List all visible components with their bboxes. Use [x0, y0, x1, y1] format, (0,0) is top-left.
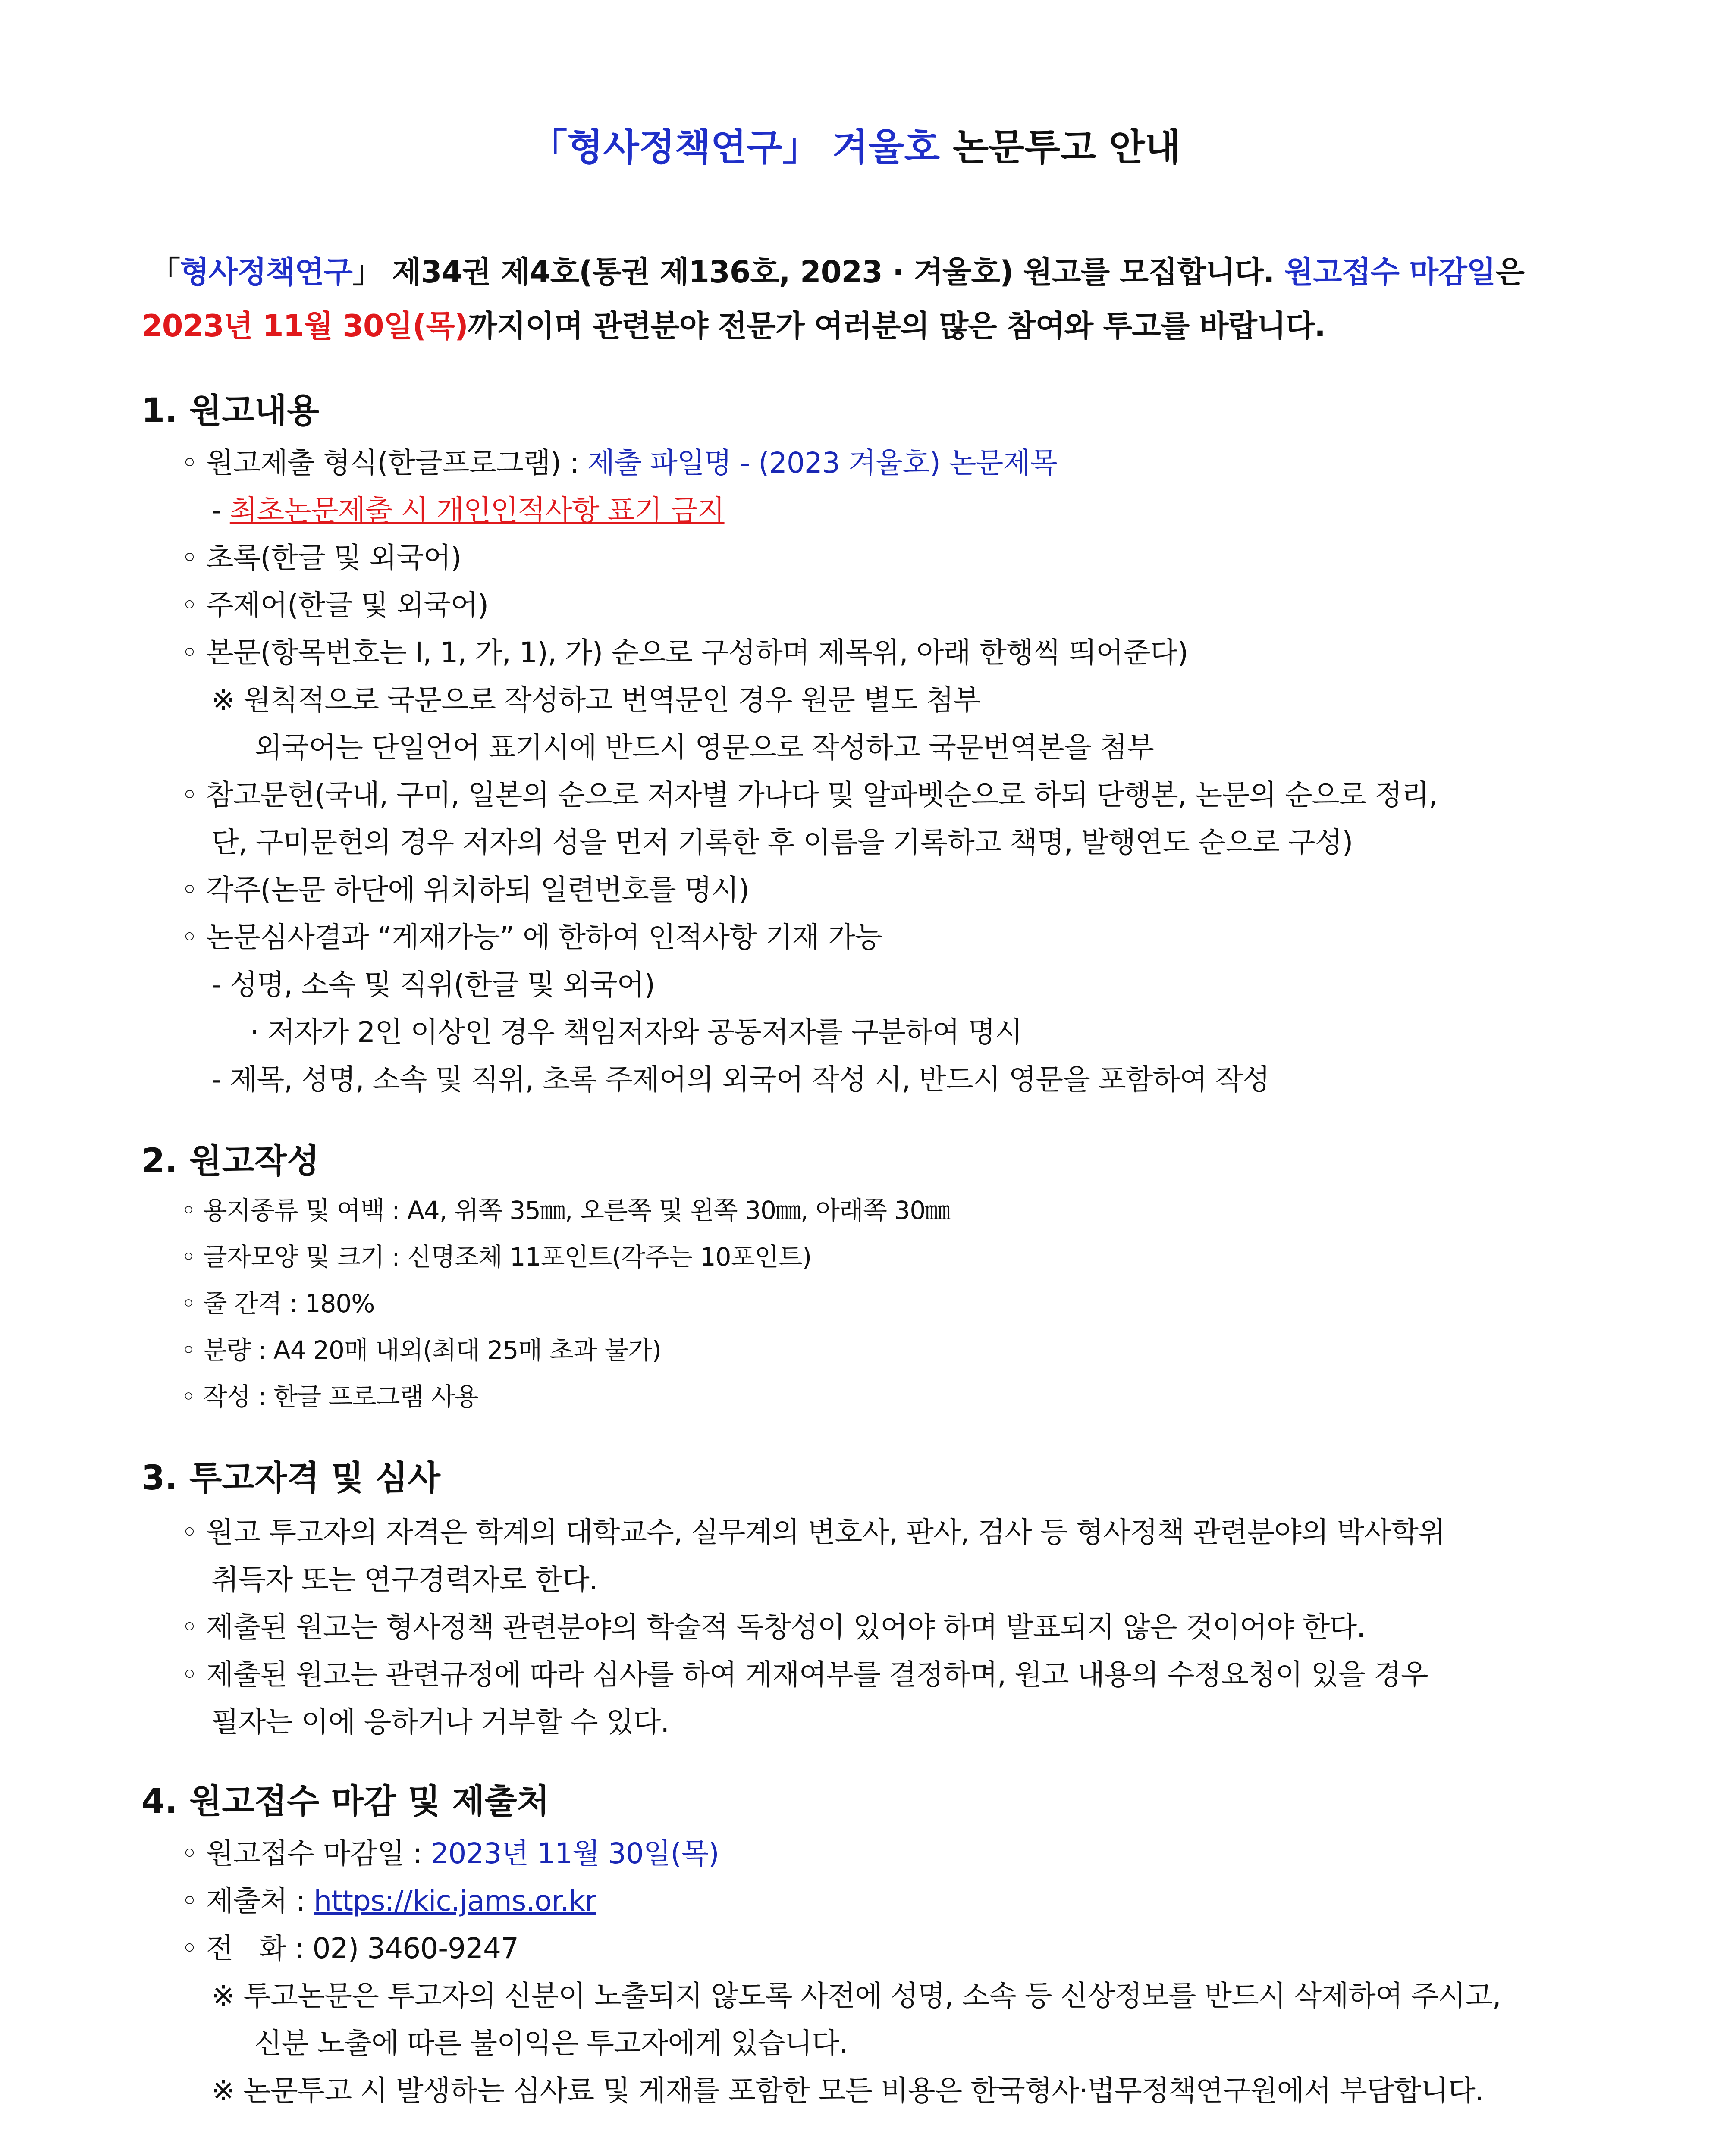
sec2-program: ◦ 작성 : 한글 프로그램 사용 [181, 1382, 479, 1411]
sec1-dash: - [211, 494, 230, 527]
sec1-format-label: ◦ 원고제출 형식(한글프로그램) : [181, 446, 587, 479]
title-rest: 논문투고 안내 [940, 126, 1181, 169]
sec2-paper-margins: ◦ 용지종류 및 여백 : A4, 위쪽 35㎜, 오른쪽 및 왼쪽 30㎜, 아래쪽 30㎜ [181, 1196, 950, 1225]
sec1-foreign-note: - 제목, 성명, 소속 및 직위, 초록 주제어의 외국어 작성 시, 반드시 영문을 포함하여 작성 [211, 1063, 1270, 1096]
sec1-name-affiliation: - 성명, 소속 및 직위(한글 및 외국어) [211, 968, 655, 1001]
sec4-deadline [181, 1830, 719, 1871]
sec1-body: ◦ 본문(항목번호는 Ⅰ, 1, 가, 1), 가) 순으로 구성하며 제목위, 아래 한행씩 띄어준다) [181, 636, 1188, 669]
sec1-format [181, 440, 1057, 481]
sec3-review-process-cont: 필자는 이에 응하거나 거부할 수 있다. [211, 1705, 669, 1739]
sec2-font: ◦ 글자모양 및 크기 : 신명조체 11포인트(각주는 10포인트) [181, 1242, 812, 1272]
sec1-note-1: ※ 원칙적으로 국문으로 작성하고 번역문인 경우 원문 별도 첨부 [211, 683, 981, 717]
sec1-abstract: ◦ 초록(한글 및 외국어) [181, 541, 461, 574]
section-4-heading: 4. 원고접수 마감 및 제출처 [141, 1782, 550, 1821]
sec1-warning-text: 최초논문제출 시 개인인적사항 표기 금지 [229, 494, 725, 527]
sec1-review-result: ◦ 논문심사결과 “게재가능” 에 한하여 인적사항 기재 가능 [181, 921, 882, 954]
sec1-keywords: ◦ 주제어(한글 및 외국어) [181, 589, 489, 622]
sec4-cost-note: ※ 논문투고 시 발생하는 심사료 및 게재를 포함한 모든 비용은 한국형사·법무정책연구원에서 부담합니다. [211, 2074, 1484, 2107]
title-journal: 「형사정책연구」 겨울호 [530, 126, 940, 169]
sec1-note-2: 외국어는 단일언어 표기시에 반드시 영문으로 작성하고 국문번역본을 첨부 [254, 731, 1154, 764]
intro-journal-name: 형사정책연구 [180, 254, 352, 290]
sec3-originality: ◦ 제출된 원고는 형사정책 관련분야의 학술적 독창성이 있어야 하며 발표되지 않은 것이어야 한다. [181, 1611, 1366, 1644]
sec2-length: ◦ 분량 : A4 20매 내외(최대 25매 초과 불가) [181, 1335, 662, 1365]
intro-line-1 [150, 248, 1524, 291]
sec1-references: ◦ 참고문헌(국내, 구미, 일본의 순으로 저자별 가나다 및 알파벳순으로 하되 단행본, 논문의 순으로 정리, [181, 778, 1438, 812]
sec4-submission-label: ◦ 제출처 : [181, 1884, 314, 1918]
page-title [0, 117, 1711, 171]
intro-line-2 [141, 302, 1325, 345]
sec1-filename-rule: 제출 파일명 - (2023 겨울호) 논문제목 [587, 446, 1057, 479]
sec4-deadline-label: ◦ 원고접수 마감일 : [181, 1837, 431, 1870]
sec4-deadline-date: 2023년 11월 30일(목) [430, 1837, 719, 1870]
intro-deadline-date: 2023년 11월 30일(목) [141, 308, 468, 344]
sec2-line-spacing: ◦ 줄 간격 : 180% [181, 1289, 375, 1318]
sec3-eligibility-cont: 취득자 또는 연구경력자로 한다. [211, 1563, 598, 1596]
sec4-submission [181, 1878, 596, 1919]
section-3-heading: 3. 투고자격 및 심사 [141, 1459, 440, 1498]
sec1-warning [211, 487, 725, 528]
intro-text-2: 까지이며 관련분야 전문가 여러분의 많은 참여와 투고를 바랍니다. [468, 308, 1325, 344]
intro-bracket-open: 「 [150, 254, 180, 290]
sec3-review-process: ◦ 제출된 원고는 관련규정에 따라 심사를 하여 게재여부를 결정하며, 원고 내용의 수정요청이 있을 경우 [181, 1658, 1428, 1691]
sec4-privacy-note-cont: 신분 노출에 따른 불이익은 투고자에게 있습니다. [254, 2027, 848, 2060]
sec4-phone: ◦ 전 화 : 02) 3460-9247 [181, 1932, 519, 1965]
intro-text-end: 은 [1495, 254, 1525, 290]
section-2-heading: 2. 원고작성 [141, 1142, 320, 1181]
intro-deadline-label: 원고접수 마감일 [1284, 254, 1496, 290]
intro-text: 」 제34권 제4호(통권 제136호, 2023 · 겨울호) 원고를 모집합니다. [352, 254, 1284, 290]
sec1-coauthor-note: · 저자가 2인 이상인 경우 책임저자와 공동저자를 구분하여 명시 [250, 1015, 1022, 1049]
sec4-privacy-note: ※ 투고논문은 투고자의 신분이 노출되지 않도록 사전에 성명, 소속 등 신상정보를 반드시 삭제하여 주시고, [211, 1979, 1501, 2012]
submission-link[interactable]: https://kic.jams.or.kr [314, 1884, 596, 1918]
section-1-heading: 1. 원고내용 [141, 392, 320, 430]
sec3-eligibility: ◦ 원고 투고자의 자격은 학계의 대학교수, 실무계의 변호사, 판사, 검사 등 형사정책 관련분야의 박사학위 [181, 1516, 1445, 1549]
sec1-footnotes: ◦ 각주(논문 하단에 위치하되 일련번호를 명시) [181, 873, 749, 906]
sec1-references-cont: 단, 구미문헌의 경우 저자의 성을 먼저 기록한 후 이름을 기록하고 책명, 발행연도 순으로 구성) [211, 826, 1353, 859]
